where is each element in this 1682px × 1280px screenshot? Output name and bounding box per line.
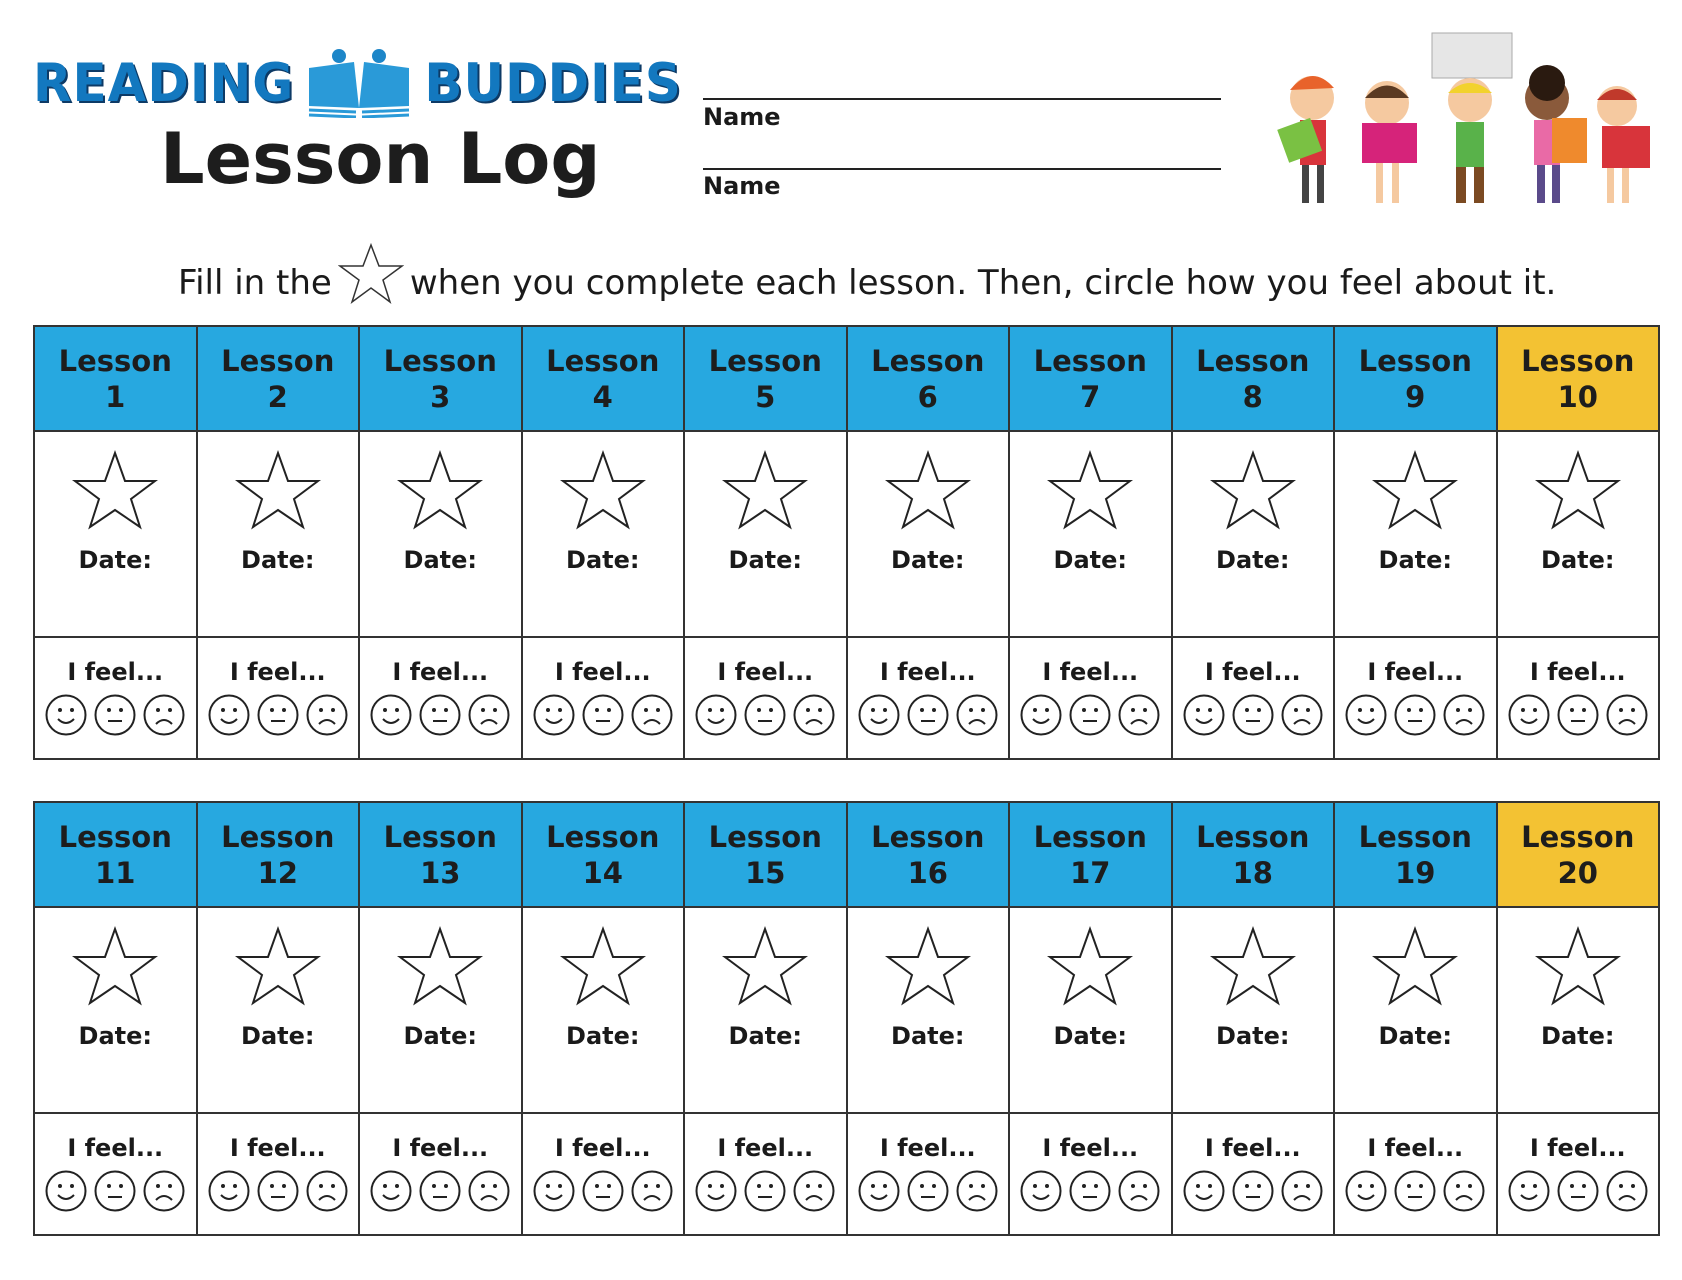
lesson-word: Lesson [546, 343, 660, 378]
happy-face-icon[interactable] [1020, 694, 1062, 736]
sad-face-icon[interactable] [1443, 1170, 1485, 1212]
feel-row [34, 637, 1659, 759]
feel-label: I feel... [392, 1134, 489, 1162]
neutral-face-icon[interactable] [582, 1170, 624, 1212]
lesson-header [847, 802, 1010, 907]
feel-faces [1173, 1170, 1334, 1212]
feel-faces [1335, 694, 1496, 736]
lesson-header [1009, 802, 1172, 907]
feel-label: I feel... [229, 1134, 326, 1162]
date-label: Date: [1216, 1022, 1290, 1050]
sad-face-icon[interactable] [143, 694, 185, 736]
feel-faces [360, 1170, 521, 1212]
feel-cell [1497, 1113, 1660, 1235]
lesson-word: Lesson [58, 819, 172, 854]
feel-label: I feel... [879, 1134, 976, 1162]
neutral-face-icon[interactable] [744, 694, 786, 736]
sad-face-icon[interactable] [631, 694, 673, 736]
lesson-number: 20 [1557, 855, 1598, 890]
lesson-word: Lesson [871, 343, 985, 378]
date-label: Date: [728, 546, 802, 574]
date-label: Date: [241, 546, 315, 574]
lesson-number: 9 [1405, 379, 1426, 414]
lesson-number: 6 [917, 379, 938, 414]
lesson-word: Lesson [1521, 343, 1635, 378]
lesson-word: Lesson [708, 343, 822, 378]
feel-faces [1173, 694, 1334, 736]
name-line-2[interactable] [703, 168, 1221, 170]
sad-face-icon[interactable] [956, 1170, 998, 1212]
feel-cell [522, 1113, 685, 1235]
feel-cell [1172, 1113, 1335, 1235]
feel-label: I feel... [1529, 658, 1626, 686]
lesson-header-row [34, 802, 1659, 907]
sad-face-icon[interactable] [1606, 1170, 1648, 1212]
feel-cell [1009, 637, 1172, 759]
logo-text-right: BUDDIES [424, 52, 682, 114]
star-date-cell [1334, 907, 1497, 1113]
feel-faces [360, 694, 521, 736]
star-icon[interactable] [1047, 926, 1133, 1006]
star-date-row [34, 907, 1659, 1113]
lesson-number: 1 [105, 379, 126, 414]
feel-cell [1334, 1113, 1497, 1235]
happy-face-icon[interactable] [695, 694, 737, 736]
star-date-cell [1497, 431, 1660, 637]
star-date-cell [359, 431, 522, 637]
lesson-header [1334, 802, 1497, 907]
neutral-face-icon[interactable] [94, 694, 136, 736]
lesson-word: Lesson [708, 819, 822, 854]
date-label: Date: [1541, 546, 1615, 574]
feel-cell [1334, 637, 1497, 759]
lesson-header [34, 326, 197, 431]
date-label: Date: [403, 546, 477, 574]
happy-face-icon[interactable] [533, 694, 575, 736]
lesson-word: Lesson [871, 819, 985, 854]
feel-label: I feel... [554, 1134, 651, 1162]
feel-label: I feel... [554, 658, 651, 686]
date-label: Date: [78, 1022, 152, 1050]
neutral-face-icon[interactable] [94, 1170, 136, 1212]
feel-cell [1009, 1113, 1172, 1235]
neutral-face-icon[interactable] [257, 1170, 299, 1212]
star-icon[interactable] [885, 450, 971, 530]
feel-cell [684, 1113, 847, 1235]
lesson-number: 8 [1242, 379, 1263, 414]
sad-face-icon[interactable] [631, 1170, 673, 1212]
lesson-word: Lesson [383, 819, 497, 854]
happy-face-icon[interactable] [1183, 1170, 1225, 1212]
feel-cell [1172, 637, 1335, 759]
feel-faces [35, 694, 196, 736]
star-icon[interactable] [397, 926, 483, 1006]
neutral-face-icon[interactable] [419, 1170, 461, 1212]
instructions-before: Fill in the [178, 263, 332, 303]
lesson-number: 11 [95, 855, 136, 890]
sad-face-icon[interactable] [306, 694, 348, 736]
lesson-number: 14 [582, 855, 623, 890]
sad-face-icon[interactable] [1606, 694, 1648, 736]
instructions [178, 252, 1556, 314]
happy-face-icon[interactable] [45, 1170, 87, 1212]
neutral-face-icon[interactable] [419, 694, 461, 736]
date-label: Date: [566, 1022, 640, 1050]
happy-face-icon[interactable] [1183, 694, 1225, 736]
lesson-number: 16 [907, 855, 948, 890]
star-icon[interactable] [560, 926, 646, 1006]
star-icon[interactable] [397, 450, 483, 530]
neutral-face-icon[interactable] [1394, 694, 1436, 736]
feel-label: I feel... [1042, 1134, 1139, 1162]
happy-face-icon[interactable] [370, 694, 412, 736]
star-icon[interactable] [722, 450, 808, 530]
feel-cell [34, 1113, 197, 1235]
star-date-cell [847, 431, 1010, 637]
lesson-number: 18 [1232, 855, 1273, 890]
feel-label: I feel... [717, 1134, 814, 1162]
star-date-cell [197, 907, 360, 1113]
lesson-number: 19 [1395, 855, 1436, 890]
sad-face-icon[interactable] [143, 1170, 185, 1212]
feel-cell [359, 1113, 522, 1235]
lesson-header [1009, 326, 1172, 431]
lesson-header [522, 326, 685, 431]
date-label: Date: [566, 546, 640, 574]
neutral-face-icon[interactable] [1394, 1170, 1436, 1212]
lesson-header [359, 326, 522, 431]
lesson-word: Lesson [1196, 343, 1310, 378]
feel-label: I feel... [1367, 1134, 1464, 1162]
sad-face-icon[interactable] [956, 694, 998, 736]
name-line-1[interactable] [703, 98, 1221, 100]
lesson-table-11-20 [33, 801, 1660, 1236]
star-icon[interactable] [1535, 450, 1621, 530]
feel-label: I feel... [1042, 658, 1139, 686]
star-date-cell [359, 907, 522, 1113]
star-icon[interactable] [1372, 450, 1458, 530]
feel-faces [1010, 694, 1171, 736]
feel-cell [1497, 637, 1660, 759]
neutral-face-icon[interactable] [1232, 694, 1274, 736]
feel-label: I feel... [1204, 658, 1301, 686]
happy-face-icon[interactable] [45, 694, 87, 736]
lesson-word: Lesson [1358, 343, 1472, 378]
star-date-cell [684, 907, 847, 1113]
feel-cell [684, 637, 847, 759]
sad-face-icon[interactable] [1281, 694, 1323, 736]
star-icon[interactable] [1535, 926, 1621, 1006]
feel-faces [523, 1170, 684, 1212]
feel-faces [198, 1170, 359, 1212]
star-date-cell [684, 431, 847, 637]
neutral-face-icon[interactable] [1557, 1170, 1599, 1212]
instructions-after: when you complete each lesson. Then, circle how you feel about it. [409, 263, 1557, 303]
lesson-header-row [34, 326, 1659, 431]
feel-faces [1498, 694, 1659, 736]
neutral-face-icon[interactable] [582, 694, 624, 736]
happy-face-icon[interactable] [533, 1170, 575, 1212]
lesson-header [34, 802, 197, 907]
star-date-cell [1497, 907, 1660, 1113]
lesson-header [1497, 326, 1660, 431]
feel-faces [523, 694, 684, 736]
star-icon[interactable] [1372, 926, 1458, 1006]
star-icon[interactable] [1210, 926, 1296, 1006]
date-label: Date: [1053, 546, 1127, 574]
sad-face-icon[interactable] [793, 694, 835, 736]
feel-label: I feel... [717, 658, 814, 686]
star-date-cell [1009, 907, 1172, 1113]
neutral-face-icon[interactable] [744, 1170, 786, 1212]
name-label-2: Name [703, 172, 781, 200]
star-date-cell [522, 907, 685, 1113]
happy-face-icon[interactable] [208, 694, 250, 736]
lesson-header [684, 326, 847, 431]
lesson-word: Lesson [1358, 819, 1472, 854]
lesson-word: Lesson [1196, 819, 1310, 854]
feel-faces [848, 1170, 1009, 1212]
lesson-header [359, 802, 522, 907]
feel-label: I feel... [67, 1134, 164, 1162]
star-icon[interactable] [1047, 450, 1133, 530]
date-label: Date: [1378, 546, 1452, 574]
feel-cell [847, 637, 1010, 759]
lesson-word: Lesson [1033, 343, 1147, 378]
star-date-cell [1172, 907, 1335, 1113]
star-icon[interactable] [722, 926, 808, 1006]
star-date-cell [197, 431, 360, 637]
star-icon[interactable] [72, 450, 158, 530]
lesson-word: Lesson [546, 819, 660, 854]
star-icon[interactable] [885, 926, 971, 1006]
neutral-face-icon[interactable] [1557, 694, 1599, 736]
lesson-number: 17 [1070, 855, 1111, 890]
star-icon[interactable] [235, 926, 321, 1006]
feel-faces [1010, 1170, 1171, 1212]
lesson-number: 2 [267, 379, 288, 414]
lesson-header [1172, 802, 1335, 907]
sad-face-icon[interactable] [468, 694, 510, 736]
neutral-face-icon[interactable] [907, 694, 949, 736]
lesson-number: 15 [745, 855, 786, 890]
lesson-header [197, 326, 360, 431]
sad-face-icon[interactable] [793, 1170, 835, 1212]
lesson-header [1172, 326, 1335, 431]
page-title: Lesson Log [160, 118, 601, 200]
date-label: Date: [403, 1022, 477, 1050]
feel-label: I feel... [1367, 658, 1464, 686]
lesson-header [1334, 326, 1497, 431]
date-label: Date: [241, 1022, 315, 1050]
neutral-face-icon[interactable] [1069, 1170, 1111, 1212]
star-date-cell [847, 907, 1010, 1113]
feel-cell [34, 637, 197, 759]
sad-face-icon[interactable] [1118, 694, 1160, 736]
feel-label: I feel... [229, 658, 326, 686]
feel-label: I feel... [1204, 1134, 1301, 1162]
reading-buddies-logo [33, 48, 682, 118]
lesson-number: 4 [592, 379, 613, 414]
lesson-word: Lesson [221, 343, 335, 378]
happy-face-icon[interactable] [695, 1170, 737, 1212]
lesson-word: Lesson [58, 343, 172, 378]
lesson-table-1-10 [33, 325, 1660, 760]
lesson-word: Lesson [1033, 819, 1147, 854]
lesson-number: 3 [430, 379, 451, 414]
feel-cell [197, 637, 360, 759]
feel-faces [198, 694, 359, 736]
sad-face-icon[interactable] [468, 1170, 510, 1212]
lesson-header [847, 326, 1010, 431]
happy-face-icon[interactable] [1508, 694, 1550, 736]
happy-face-icon[interactable] [1345, 694, 1387, 736]
lesson-header [684, 802, 847, 907]
lesson-number: 12 [257, 855, 298, 890]
feel-faces [35, 1170, 196, 1212]
happy-face-icon[interactable] [858, 694, 900, 736]
lesson-word: Lesson [383, 343, 497, 378]
kids-reading-illustration [1262, 28, 1657, 213]
date-label: Date: [1541, 1022, 1615, 1050]
date-label: Date: [78, 546, 152, 574]
star-date-cell [1009, 431, 1172, 637]
feel-faces [1335, 1170, 1496, 1212]
happy-face-icon[interactable] [1345, 1170, 1387, 1212]
lesson-header [197, 802, 360, 907]
feel-faces [1498, 1170, 1659, 1212]
feel-label: I feel... [392, 658, 489, 686]
logo-text-left: READING [33, 52, 295, 114]
feel-cell [522, 637, 685, 759]
star-icon [338, 242, 404, 304]
feel-faces [685, 694, 846, 736]
date-label: Date: [891, 546, 965, 574]
sad-face-icon[interactable] [306, 1170, 348, 1212]
lesson-number: 10 [1557, 379, 1598, 414]
feel-faces [848, 694, 1009, 736]
date-label: Date: [1053, 1022, 1127, 1050]
star-date-cell [34, 431, 197, 637]
feel-cell [197, 1113, 360, 1235]
lesson-number: 7 [1080, 379, 1101, 414]
star-date-cell [1172, 431, 1335, 637]
happy-face-icon[interactable] [370, 1170, 412, 1212]
lesson-number: 5 [755, 379, 776, 414]
star-date-cell [1334, 431, 1497, 637]
feel-label: I feel... [67, 658, 164, 686]
star-date-row [34, 431, 1659, 637]
feel-row [34, 1113, 1659, 1235]
date-label: Date: [728, 1022, 802, 1050]
happy-face-icon[interactable] [1508, 1170, 1550, 1212]
neutral-face-icon[interactable] [1232, 1170, 1274, 1212]
lesson-word: Lesson [1521, 819, 1635, 854]
date-label: Date: [891, 1022, 965, 1050]
date-label: Date: [1216, 546, 1290, 574]
sad-face-icon[interactable] [1118, 1170, 1160, 1212]
star-icon[interactable] [560, 450, 646, 530]
star-icon[interactable] [235, 450, 321, 530]
happy-face-icon[interactable] [208, 1170, 250, 1212]
happy-face-icon[interactable] [858, 1170, 900, 1212]
lesson-word: Lesson [221, 819, 335, 854]
sad-face-icon[interactable] [1443, 694, 1485, 736]
neutral-face-icon[interactable] [1069, 694, 1111, 736]
feel-cell [847, 1113, 1010, 1235]
lesson-number: 13 [420, 855, 461, 890]
happy-face-icon[interactable] [1020, 1170, 1062, 1212]
star-icon[interactable] [1210, 450, 1296, 530]
feel-label: I feel... [1529, 1134, 1626, 1162]
lesson-header [522, 802, 685, 907]
name-label-1: Name [703, 103, 781, 131]
neutral-face-icon[interactable] [907, 1170, 949, 1212]
star-icon[interactable] [72, 926, 158, 1006]
feel-cell [359, 637, 522, 759]
neutral-face-icon[interactable] [257, 694, 299, 736]
feel-label: I feel... [879, 658, 976, 686]
date-label: Date: [1378, 1022, 1452, 1050]
star-date-cell [34, 907, 197, 1113]
sad-face-icon[interactable] [1281, 1170, 1323, 1212]
open-book-icon [304, 48, 414, 118]
lesson-header [1497, 802, 1660, 907]
feel-faces [685, 1170, 846, 1212]
star-date-cell [522, 431, 685, 637]
